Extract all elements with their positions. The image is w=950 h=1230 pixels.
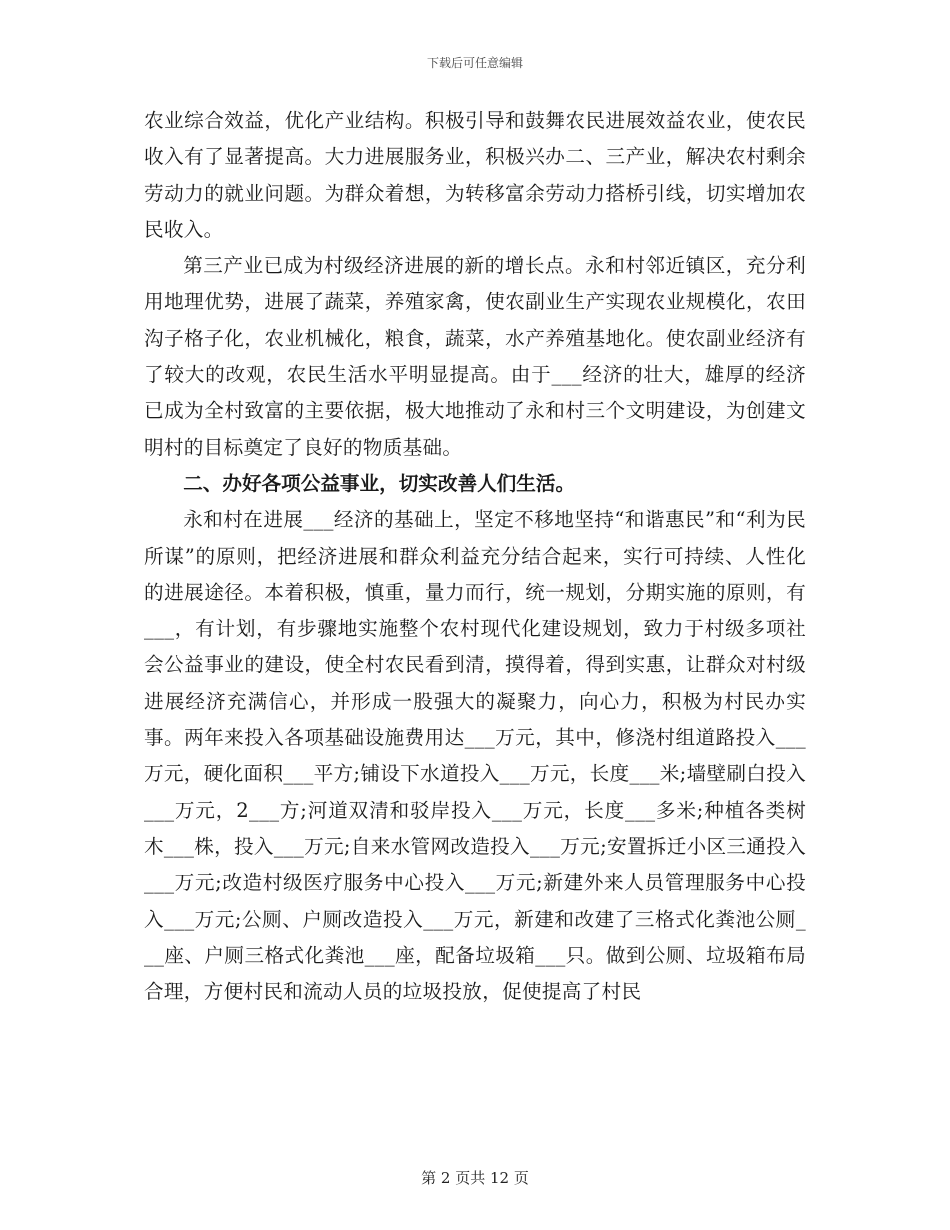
- page-header: 下载后可任意编辑: [426, 56, 523, 70]
- document-body: [144, 103, 806, 1010]
- paragraph-2: 第三产业已成为村级经济进展的新的增长点。永和村邻近镇区，充分利用地理优势，进展了蔬菜，养殖家禽，使农副业生产实现农业规模化，农田沟子格子化，农业机械化，粮食，蔬菜，水产养殖基地化。使农副业经济有了较大的改观，农民生活水平明显提高。由于___经济的壮大，雄厚的经济已成为全村致富的主要依据，极大地推动了永和村三个文明建设，为创建文明村的目标奠定了良好的物质基础。: [144, 254, 806, 459]
- section-heading: 二、办好各项公益事业，切实改善人们生活。: [183, 471, 576, 495]
- page-footer: 第 2 页共 12 页: [421, 1169, 529, 1187]
- paragraph-1: 农业综合效益，优化产业结构。积极引导和鼓舞农民进展效益农业，使农民收入有了显著提高。大力进展服务业，积极兴办二、三产业，解决农村剩余劳动力的就业问题。为群众着想，为转移富余劳动力搭桥引线，切实增加农民收入。: [144, 109, 806, 241]
- paragraph-3: 永和村在进展___经济的基础上，坚定不移地坚持“和谐惠民”和“利为民所谋”的原则，把经济进展和群众利益充分结合起来，实行可持续、人性化的进展途径。本着积极，慎重，量力而行，统一规划，分期实施的原则，有___，有计划，有步骤地实施整个农村现代化建设规划，致力于村级多项社会公益事业的建设，使全村农民看到清，摸得着，得到实惠，让群众对村级进展经济充满信心，并形成一股强大的凝聚力，向心力，积极为村民办实事。两年来投入各项基础设施费用达___万元，其中，修浇村组道路投入___万元，硬化面积___平方;铺设下水道投入___万元，长度___米;墙壁刷白投入___万元，2___方;河道双清和驳岸投入___万元，长度___多米;种植各类树木___株，投入___万元;自来水管网改造投入___万元;安置拆迁小区三通投入___万元;改造村级医疗服务中心投入___万元;新建外来人员管理服务中心投入___万元;公厕、户厕改造投入___万元，新建和改建了三格式化粪池公厕___座、户厕三格式化粪池___座，配备垃圾箱___只。做到公厕、垃圾箱布局合理，方便村民和流动人员的垃圾投放，促使提高了村民: [144, 508, 806, 1004]
